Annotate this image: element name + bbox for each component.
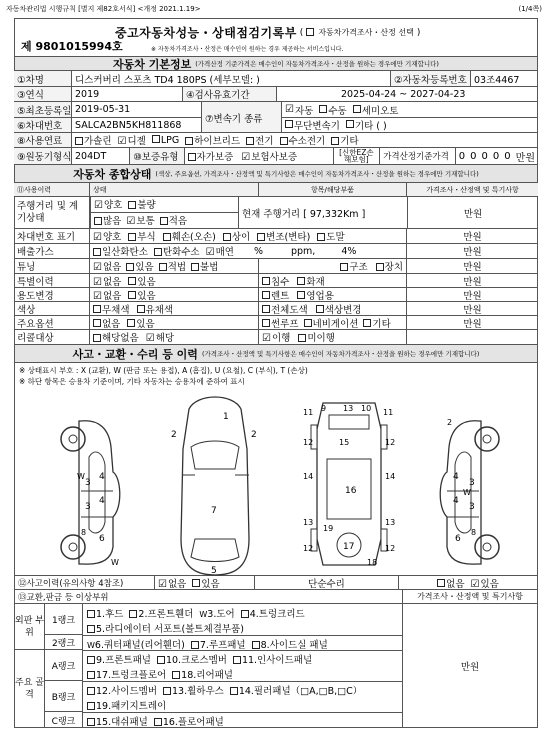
repair-mark: W: [111, 558, 119, 567]
part-label: 9: [321, 404, 327, 413]
rank-a-items: 9.프론트패널 10.크로스멤버 11.인사이드패널: [87, 652, 312, 666]
part-label: 6: [455, 534, 461, 544]
car-frame-diagram: [301, 389, 397, 573]
accident-diagram-area: [14, 363, 538, 576]
part-label: 2: [251, 430, 257, 440]
part-label: 19: [323, 524, 334, 533]
accident-header: 사고・교환・수리 등 이력 (가격조사・산정액 및 특기사항은 매수인이 자동차가격조사・산정을 원하는 경우에만 기재합니다): [14, 345, 538, 363]
exchange-price: 만원: [460, 662, 480, 673]
check-mark-icon[interactable]: ☑: [241, 152, 251, 163]
smoke-value: 4%: [341, 245, 357, 257]
part-label: 4: [453, 496, 459, 506]
wheel-rear: [61, 535, 85, 559]
rear-window-outline: [191, 539, 239, 562]
part-label: 6: [99, 534, 105, 544]
check-mark-icon[interactable]: ☑: [145, 333, 155, 344]
row-color: 색상 무채색 유채색 전체도색 색상변경 만원: [14, 302, 538, 316]
rank-c-items: 15.대쉬패널 16.플로어패널: [87, 714, 224, 728]
check-mark-icon[interactable]: ☑: [94, 200, 103, 212]
part-label: 18: [367, 558, 378, 567]
part-label: 8: [81, 528, 87, 537]
part-label: 13: [303, 518, 314, 527]
part-label: 16: [345, 486, 357, 496]
row-special-history: 특별이력 ☑없음 있음 침수 화재 만원: [14, 274, 538, 288]
part-label: 13: [343, 404, 354, 413]
row-recall: 리콜대상 해당없음 ☑해당 ☑이행 미이행: [14, 330, 538, 345]
row-tuning: 튜닝 ☑없음 있음 적법 불법 구조 장치 만원: [14, 259, 538, 274]
rank1-items: 1.후드 2.프론트휀더 W3.도어 4.트렁크리드: [87, 606, 305, 620]
check-mark-icon[interactable]: ☑: [126, 216, 136, 228]
check-mark-icon[interactable]: ☑: [93, 232, 102, 243]
repair-mark: W: [77, 472, 85, 481]
overall-status-header: 자동차 종합상태 (색상, 주요옵션, 가격조사・산정액 및 특기사항은 매수인이 자동차가격조사・산정을 원하는 경우에만 기재합니다): [14, 165, 538, 183]
registration-value: 03조4467: [474, 74, 520, 86]
part-label: 10: [361, 404, 372, 413]
rank-b-items: 12.사이드멤버 13.휠하우스 14.필러패널（□A,□B,□C）: [87, 683, 362, 697]
front-panel: [329, 415, 369, 429]
part-label: 2: [171, 430, 177, 440]
base-price-value: 0 0 0 0 0 만원: [458, 150, 535, 164]
row-vin: ⑥차대번호 SALCA2BN5KH811868 무단변속기 기타 ( ): [14, 118, 538, 133]
year-value: 2019: [72, 87, 183, 101]
car-right-side-diagram: [433, 417, 509, 567]
row-main-options: 주요옵션 없음 있음 썬루프 네비게이션 기타 만원: [14, 316, 538, 330]
transmission-label: ⑦변속기 종류: [202, 102, 282, 133]
row-first-registration: ⑤최초등록일 2019-05-31 ☑ 자동 수동 세미오토: [14, 102, 538, 118]
part-label: 11: [303, 408, 314, 417]
row-car-name: ①차명 디스커버리 스포츠 TD4 180PS (세부모델: ) ②자동차등록번호 03조4467: [14, 71, 538, 87]
price-check-option[interactable]: [306, 28, 314, 36]
part-label: 12: [385, 438, 396, 447]
rank2-items: W6.쿼터패널(리어휀더) 7.루프패널 8.사이드실 패널: [87, 640, 328, 651]
legend-line-2: ※ 하단 항목은 승용차 기준이며, 기타 자동차는 승용차에 준하여 표시: [19, 377, 245, 386]
part-label: 17: [343, 542, 355, 552]
part-label: 13: [385, 518, 396, 527]
car-top-diagram: [167, 389, 263, 579]
wheel-rear: [475, 535, 499, 559]
window-outline: [89, 452, 105, 533]
part-label: 14: [385, 472, 396, 481]
check-mark-icon[interactable]: ☑: [262, 333, 271, 344]
row-fuel: ⑧사용연료 가솔린 ☑디젤 LPG 하이브리드 전기 수소전기 기타: [14, 133, 538, 148]
basic-info-header: 자동차 기본정보 (가격산정 기준가격은 매수인이 자동차가격조사・산정을 원하는 경우에만 기재합니다): [14, 56, 538, 71]
car-body-outline: [181, 397, 249, 575]
check-mark-icon[interactable]: ☑: [470, 578, 480, 590]
part-label: 14: [303, 472, 314, 481]
form-reference: 자동차관리법 시행규칙 [별지 제82호서식] <개정 2021.1.19>: [6, 5, 201, 13]
wheel-front: [61, 427, 85, 451]
row-vin-mark: 차대번호 표기 ☑양호 부식 훼손(오손) 상이 변조(변타) 도말 만원: [14, 229, 538, 244]
title-note: ※ 자동차가격조사・산정은 매수인이 원하는 경우 제공하는 서비스입니다.: [151, 46, 344, 53]
part-label: 5: [211, 566, 217, 576]
part-label: 12: [303, 544, 314, 553]
row-mileage: 주행거리 및 계기상태 ☑양호 불량 많음 ☑보통 적음 현재 주행거리 [ 97,332Km ] 만원: [14, 197, 538, 229]
repair-mark: W: [463, 488, 471, 497]
vin-value: SALCA2BN5KH811868: [72, 118, 202, 132]
check-mark-icon[interactable]: ☑: [285, 103, 294, 115]
part-label: 3: [85, 478, 91, 488]
car-name-value: 디스커버리 스포츠 TD4 180PS (세부모델: ): [72, 71, 391, 86]
first-registration-value: 2019-05-31: [72, 102, 202, 117]
part-label: 3: [469, 478, 475, 488]
car-left-side-diagram: [51, 417, 127, 567]
wheel-front: [475, 427, 499, 451]
document-number: 제 9801015994호: [21, 40, 123, 53]
exchange-grid: 외판 부위 주요 골격 1랭크 2랭크 A랭크 B랭크 C랭크 1.후드 2.프론트휀더 W3.도어 4.트렁크리드 5.라디에이터 서포트(볼트체결부품) W6.쿼터패널(리어휀더) 7.루프패널 8.사이드실 패널 9.프론트패널 10.크로스멤버 11.인사이드패널 17.트렁크플로어 18.리어패널 12.사이드멤버 13.휠하우스 14.필러패널（□A,□B,□C） 19.패키지트레이 15.대쉬패널 16.플로어패널 만원: [14, 604, 538, 728]
part-label: 4: [99, 496, 105, 506]
part-label: 3: [469, 502, 475, 512]
mileage-value: 현재 주행거리 [ 97,332Km ]: [239, 197, 408, 228]
part-label: 11: [383, 408, 394, 417]
part-label: 12: [303, 438, 314, 447]
row-year: ③연식 2019 ④검사유효기간 2025-04-24 ~ 2027-04-23: [14, 87, 538, 102]
row-accident-history: ⑫사고이력(유의사항 4참조) ☑없음 있음 단순수리 없음 ☑있음: [14, 576, 538, 590]
exchange-header: ⑬교환,판금 등 이상부위 가격조사・산정액 및 특기사항: [14, 590, 538, 604]
part-label: 12: [385, 544, 396, 553]
check-mark-icon[interactable]: ☑: [158, 578, 167, 590]
check-mark-icon[interactable]: ☑: [93, 290, 102, 302]
check-mark-icon[interactable]: ☑: [93, 276, 102, 288]
check-mark-icon[interactable]: ☑: [205, 247, 215, 258]
inspection-value: 2025-04-24 ~ 2027-04-23: [341, 88, 466, 100]
part-label: 2: [447, 418, 453, 427]
part-label: 7: [211, 506, 217, 516]
row-usage-change: 용도변경 ☑없음 있음 렌트 영업용 만원: [14, 288, 538, 302]
row-emission: 배출가스 일산화탄소 탄화수소 ☑매연 % ppm, 4% 만원: [14, 244, 538, 259]
legend-line: ※ 상태표시 부호 : X (교환), W (판금 또는 용접), A (흠집), U (요철), C (부식), T (손상): [19, 366, 308, 375]
check-mark-icon[interactable]: ☑: [117, 136, 127, 147]
part-label: 4: [453, 472, 459, 482]
part-label: 4: [99, 472, 105, 482]
row-engine: ⑨원동기형식 204DT ⑩보증유형 자가보증 ☑보험사보증 [신한EZ손 해보험] 가격산정기준가격 0 0 0 0 0 만원: [14, 148, 538, 165]
part-label: 1: [223, 412, 229, 422]
insurer-name: [신한EZ손 해보험]: [334, 148, 381, 164]
part-label: 8: [471, 528, 477, 537]
form-title: 중고자동차성능・상태점검기록부: [115, 26, 297, 40]
page-count: (1/4쪽): [518, 5, 542, 13]
windshield-outline: [191, 441, 239, 469]
part-label: 15: [339, 438, 350, 447]
check-mark-icon[interactable]: ☑: [93, 262, 102, 273]
title-box: 중고자동차성능・상태점검기록부 ( 자동차가격조사・산정 선택 ) 제 9801015994호 ※ 자동차가격조사・산정은 매수인이 원하는 경우 제공하는 서비스입니다.: [14, 18, 538, 56]
overall-column-headers: ⑪사용이력 상태 항목/해당부품 가격조사・산정액 및 특기사항: [14, 183, 538, 197]
part-label: 3: [85, 502, 91, 512]
engine-value: 204DT: [72, 148, 130, 164]
